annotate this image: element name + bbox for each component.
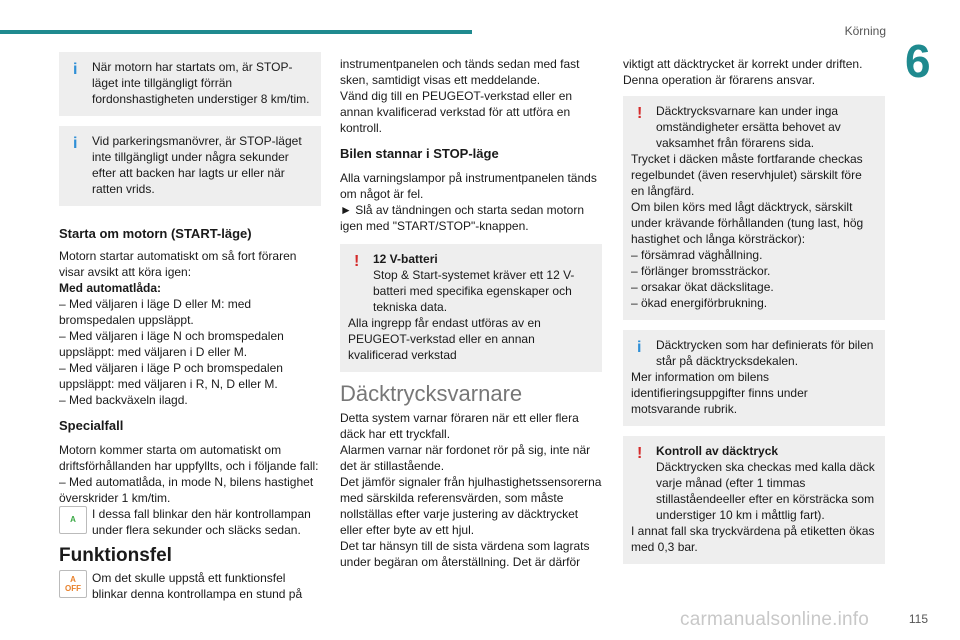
list-item: – försämrad väghållning. <box>631 248 763 262</box>
warning-icon: ! <box>637 105 643 122</box>
warning-text: Om bilen körs med lågt däcktryck, särskilt under krävande förhållanden (tung last, hög hastighet och långa körsträckor): <box>631 200 864 246</box>
paragraph: Motorn kommer starta om automatiskt om driftsförhållanden har uppfyllts, och i följande fall: <box>59 443 319 473</box>
info-note-2 <box>59 126 321 206</box>
auto-stop-start-icon: A <box>59 506 87 534</box>
info-icon: i <box>637 339 642 356</box>
heading-stall: Bilen stannar i STOP-läge <box>340 146 499 161</box>
section-title: Körning <box>844 24 886 38</box>
info-note-1 <box>59 52 321 116</box>
paragraph: Det tar hänsyn till de sista värdena som lagrats under begäran om återställning. Det är därför <box>340 539 590 569</box>
warning-text: Däcktrycksvarnare kan under inga omständigheter ersätta behovet av vaksamhet från förarens sida. <box>656 104 841 150</box>
warning-icon: ! <box>354 253 360 270</box>
warning-text: Däcktrycken ska checkas med kalla däck varje månad (efter 1 timmas stillaståendeeller efter en körsträcka som understiger 10 km i måttlig fart). <box>656 460 875 522</box>
warning-icon: ! <box>637 445 643 462</box>
list-item: – orsakar ökat däckslitage. <box>631 280 774 294</box>
page-number: 115 <box>908 612 928 626</box>
info-text: Mer information om bilens identifieringsuppgifter finns under motsvarande rubrik. <box>631 370 808 416</box>
info-icon: i <box>73 61 78 78</box>
column-2 <box>340 56 602 570</box>
watermark: carmanualsonline.info <box>680 609 870 630</box>
list-item: – Med backväxeln ilagd. <box>59 393 188 407</box>
list-item: – Med väljaren i läge P och bromspedalen uppsläppt: med väljaren i R, N, D eller M. <box>59 361 283 391</box>
paragraph: Alla varningslampor på instrumentpanelen tänds om något är fel. <box>340 171 597 201</box>
paragraph: Alarmen varnar när fordonet rör på sig, inte när det är stillastående. <box>340 443 591 473</box>
warning-text: Stop & Start-systemet kräver ett 12 V-batteri med specifika egenskaper och tekniska data. <box>373 268 575 314</box>
list-item: – ökad energiförbrukning. <box>631 296 768 310</box>
list-item: – Med automatlåda, in mode N, bilens hastighet överskrider 1 km/tim. <box>59 475 314 505</box>
heading-tyre: Däcktrycksvarnare <box>340 381 523 406</box>
warning-text: Alla ingrepp får endast utföras av en PEUGEOT-verkstad eller en annan kvalificerad verkstad <box>348 316 541 362</box>
fault-row <box>59 570 321 602</box>
warning-title: Kontroll av däcktryck <box>656 444 779 458</box>
warning-title: 12 V-batteri <box>373 252 438 266</box>
list-item: – Med väljaren i läge N och bromspedalen uppsläppt: med väljaren i D eller M. <box>59 329 284 359</box>
warning-text: Trycket i däcken måste fortfarande checkas regelbundet (även reservhjulet) särskilt före en långfärd. <box>631 152 863 198</box>
info-text: Däcktrycken som har definierats för bilen står på däcktrycksdekalen. <box>656 338 874 368</box>
column-1 <box>59 52 321 602</box>
list-item: – Med väljaren i läge D eller M: med bromspedalen uppsläppt. <box>59 297 252 327</box>
heading-restart: Starta om motorn (START-läge) <box>59 226 252 241</box>
info-tyre-label <box>623 330 885 426</box>
warning-battery <box>340 244 602 372</box>
info-icon: i <box>73 135 78 152</box>
warning-pressure-check <box>623 436 885 564</box>
warning-text: I annat fall ska tryckvärdena på etiketten ökas med 0,3 bar. <box>631 524 875 554</box>
paragraph: Motorn startar automatiskt om så fort föraren visar avsikt att köra igen: <box>59 249 297 279</box>
warning-tyre-monitor <box>623 96 885 320</box>
paragraph: Vänd dig till en PEUGEOT-verkstad eller en annan kvalificerad verkstad för att utföra en kontroll. <box>340 89 573 135</box>
column-3 <box>623 56 885 564</box>
paragraph: Det jämför signaler från hjulhastighetssensorerna med särskilda referensvärden, som måste nollställas efter varje justering av däcktrycket eller efter byte av ett hjul. <box>340 475 602 537</box>
note-text: Vid parkeringsmanövrer, är STOP-läget inte tillgängligt under några sekunder efter att backen har lagts ur eller när ratten vrids. <box>92 134 302 196</box>
paragraph: I dessa fall blinkar den här kontrollampan under flera sekunder och släcks sedan. <box>92 507 311 537</box>
paragraph: viktigt att däcktrycket är korrekt under driften. Denna operation är förarens ansvar. <box>623 57 863 87</box>
paragraph: instrumentpanelen och tänds sedan med fast sken, samtidigt visas ett meddelande. <box>340 57 580 87</box>
stop-start-off-icon: A OFF <box>59 570 87 598</box>
paragraph: ► Slå av tändningen och starta sedan motorn igen med "START/STOP"-knappen. <box>340 203 585 233</box>
label-automatic: Med automatlåda: <box>59 281 162 295</box>
chapter-number: 6 <box>905 35 931 87</box>
paragraph: Detta system varnar föraren när ett eller flera däck har ett tryckfall. <box>340 411 579 441</box>
note-text: När motorn har startats om, är STOP-läget inte tillgängligt förrän fordonshastigheten understiger 8 km/tim. <box>92 60 310 106</box>
paragraph: Om det skulle uppstå ett funktionsfel blinkar denna kontrollampa en stund på <box>92 571 303 601</box>
lamp-row <box>59 506 321 538</box>
top-accent-bar <box>0 30 472 34</box>
list-item: – förlänger bromssträckor. <box>631 264 771 278</box>
heading-fault: Funktionsfel <box>59 545 172 566</box>
heading-special: Specialfall <box>59 418 124 433</box>
